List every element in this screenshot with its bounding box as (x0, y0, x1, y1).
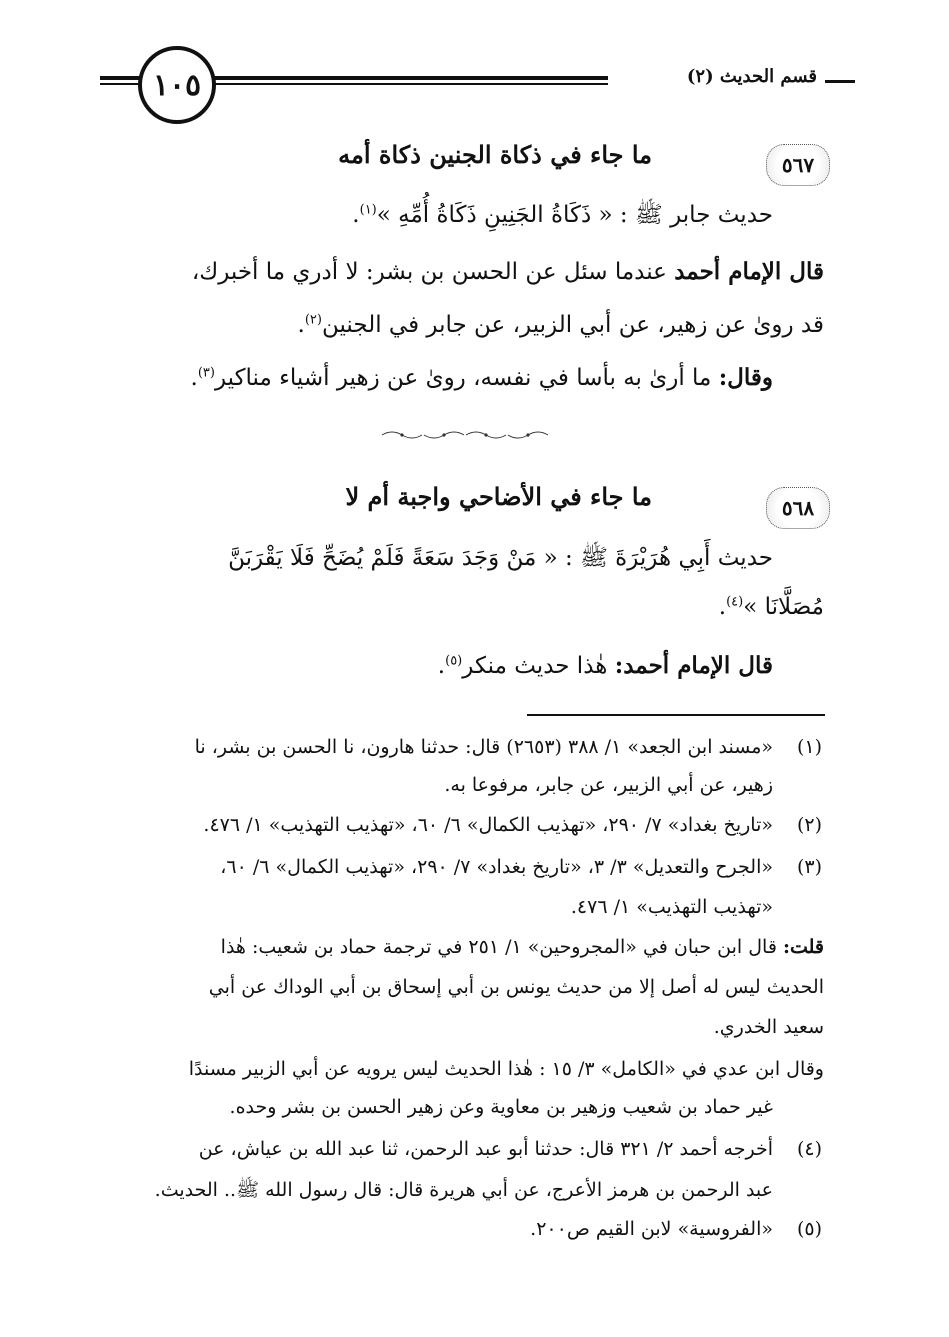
footnote-separator (527, 714, 825, 716)
header-rule (100, 83, 140, 85)
footnote-line: قلت: قال ابن حبان في «المجروحين» ١/ ٢٥١ في ترجمة حماد بن شعيب: هٰذا (220, 936, 824, 958)
footnote-number: (٣) (796, 856, 822, 878)
paragraph-line: وقال: ما أرىٰ به بأسا في نفسه، روىٰ عن زهير أشياء مناكير$^{(٣)}$. (190, 364, 773, 391)
running-head: قسم الحديث (٢) (686, 66, 817, 87)
section-title: ما جاء في ذكاة الجنين ذكاة أمه (338, 140, 652, 169)
section-number-badge: ٥٦٧ (766, 144, 830, 186)
header-rule (100, 76, 140, 80)
section-number-badge: ٥٦٨ (766, 487, 830, 529)
footnote-number: (٥) (796, 1218, 822, 1240)
header-rule (214, 76, 608, 80)
paragraph-line: قال الإمام أحمد: هٰذا حديث منكر$^{(٥)}$. (437, 652, 773, 679)
hadith-text: حديث جابر ﷺ : « ذَكَاةُ الجَنِينِ ذَكَاةُ أُمِّهِ »$^{(١)}$. (352, 202, 773, 228)
footnote-line: «تاريخ بغداد» ٧/ ٢٩٠، «تهذيب الكمال» ٦/ ٦٠، «تهذيب التهذيب» ١/ ٤٧٦. (203, 814, 773, 836)
footnote-ref: (٥) (445, 653, 463, 669)
footnote-ref: (١) (359, 202, 377, 218)
header-rule (825, 80, 855, 83)
footnote-line: الحديث ليس له أصل إلا من حديث يونس بن أبي إسحاق بن أبي الوداك عن أبي (208, 976, 824, 998)
paragraph-line: قد روىٰ عن زهير، عن أبي الزبير، عن جابر في الجنين$^{(٢)}$. (297, 312, 824, 338)
footnote-line: غير حماد بن شعيب وزهير بن معاوية وعن زهير الحسن بن بشر وحده. (229, 1096, 773, 1118)
footnote-ref: (٤) (726, 594, 744, 610)
section-title: ما جاء في الأضاحي واجبة أم لا (345, 482, 652, 511)
page-number: ١٠٥ (138, 46, 216, 124)
footnote-line: عبد الرحمن بن هرمز الأعرج، عن أبي هريرة قال: قال رسول الله ﷺ.. الحديث. (154, 1179, 773, 1201)
paragraph-line: قال الإمام أحمد عندما سئل عن الحسن بن بشر: لا أدري ما أخبرك، (191, 258, 824, 285)
footnote-ref: (٣) (197, 365, 215, 381)
footnote-line: زهير، عن أبي الزبير، عن جابر، مرفوعا به. (444, 774, 773, 796)
footnote-line: سعيد الخدري. (713, 1016, 824, 1038)
hadith-text: حديث أَبِي هُرَيْرَةَ ﷺ : « مَنْ وَجَدَ سَعَةً فَلَمْ يُضَحِّ فَلَا يَقْرَبَنَّ (228, 545, 773, 571)
footnote-line: «الجرح والتعديل» ٣/ ٣، «تاريخ بغداد» ٧/ ٢٩٠، «تهذيب الكمال» ٦/ ٦٠، (220, 856, 773, 878)
footnote-line: «مسند ابن الجعد» ١/ ٣٨٨ (٢٦٥٣) قال: حدثنا هارون، نا الحسن بن بشر، نا (194, 736, 773, 758)
footnote-number: (١) (796, 736, 822, 758)
ornament-divider (380, 428, 550, 442)
hadith-text: مُصَلَّانَا »$^{(٤)}$. (718, 594, 824, 620)
footnote-line: أخرجه أحمد ٢/ ٣٢١ قال: حدثنا أبو عبد الرحمن، ثنا عبد الله بن عياش، عن (198, 1138, 773, 1160)
footnote-line: وقال ابن عدي في «الكامل» ٣/ ١٥ : هٰذا الحديث ليس يرويه عن أبي الزبير مسندًا (188, 1058, 824, 1080)
footnote-line: «الفروسية» لابن القيم ص٢٠٠. (530, 1218, 773, 1240)
footnote-line: «تهذيب التهذيب» ١/ ٤٧٦. (570, 896, 773, 918)
footnote-ref: (٢) (304, 312, 322, 328)
footnote-number: (٢) (796, 814, 822, 836)
header-rule (214, 83, 608, 85)
footnote-number: (٤) (796, 1138, 822, 1160)
